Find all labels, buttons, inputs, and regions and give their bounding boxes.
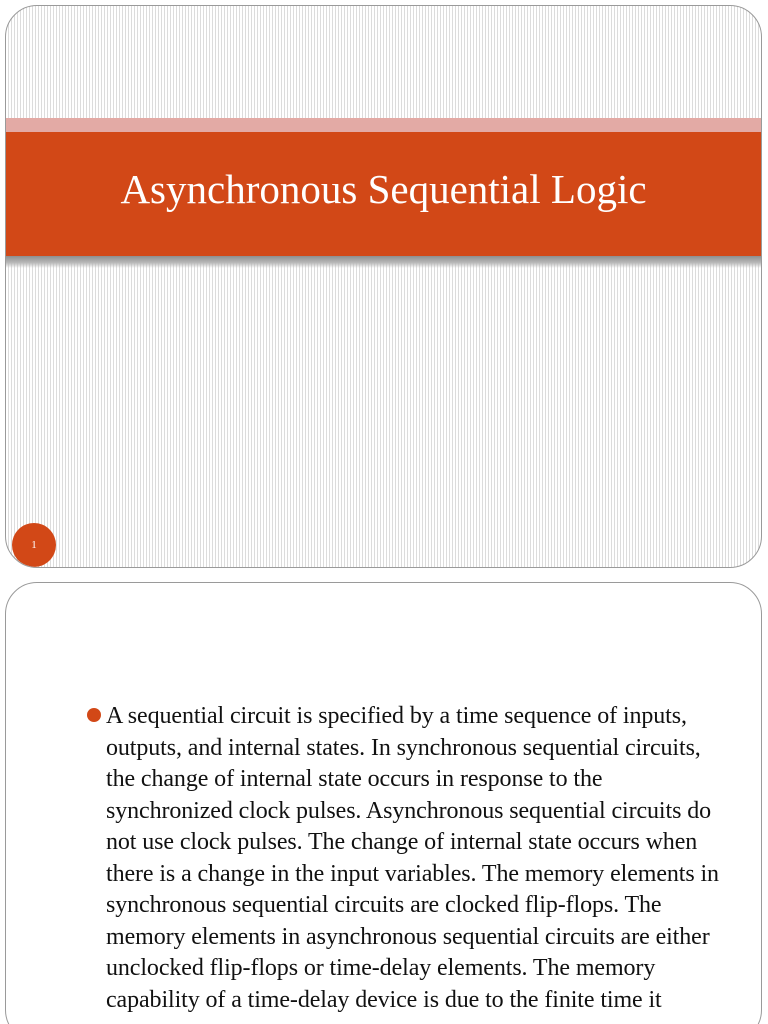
slide-1 — [5, 5, 762, 568]
bullet-dot-icon — [87, 708, 101, 722]
bullet-text: A sequential circuit is specified by a time sequence of inputs, outputs, and internal states. In synchronous sequential circuits, the change of internal state occurs in response to the synchronized clock pulses. Asynchronous sequential circuits do not use clock pulses. The change of internal state occurs when there is a change in the input variables. The memory elements in synchronous sequential circuits are clocked flip-flops. The memory elements in asynchronous sequential circuits are either unclocked flip-flops or time-delay elements. The memory capability of a time-delay device is due to the finite time it — [106, 703, 719, 1013]
title-band-shadow — [6, 256, 761, 268]
slide-number: 1 — [31, 539, 37, 551]
bullet-item — [106, 701, 728, 1016]
title-band — [6, 132, 761, 256]
slide-title: Asynchronous Sequential Logic — [120, 165, 647, 212]
slide-2 — [5, 582, 762, 1024]
title-accent-band — [6, 118, 761, 132]
slide-number-badge — [12, 523, 56, 567]
